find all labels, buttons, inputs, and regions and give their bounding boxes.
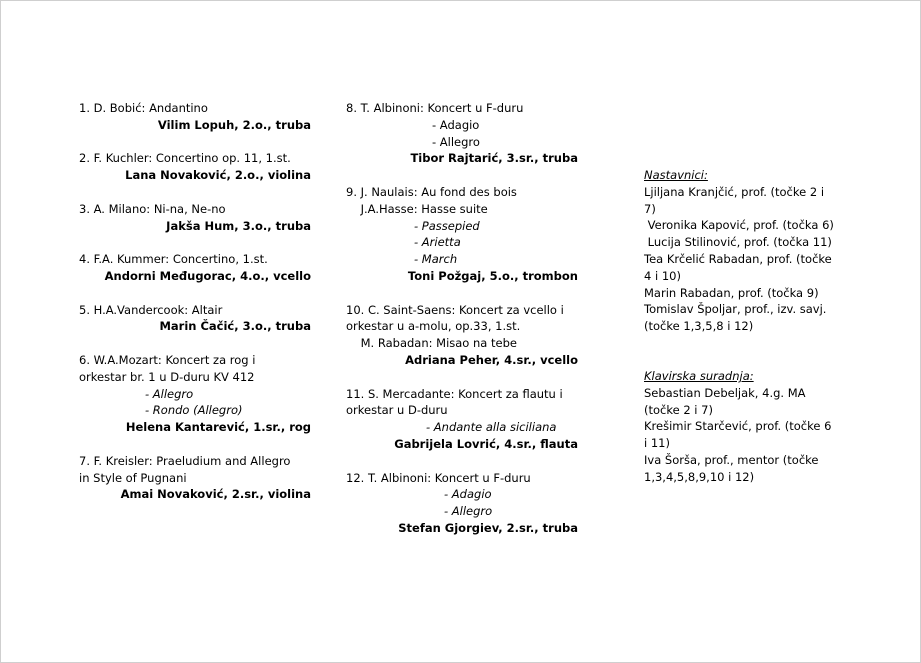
teacher-line: Lucija Stilinović, prof. (točka 11) bbox=[644, 235, 832, 250]
teacher-line: 4 i 10) bbox=[644, 268, 681, 283]
composition-line: 6. W.A.Mozart: Koncert za rog i bbox=[79, 352, 256, 367]
teachers-list bbox=[644, 184, 844, 335]
teacher-line: Tea Krčelić Rabadan, prof. (točke bbox=[644, 251, 832, 266]
movement-line: - Passepied bbox=[414, 218, 480, 233]
program-item bbox=[346, 302, 578, 369]
movement-line: - Adagio bbox=[444, 487, 492, 502]
accompanist-line: Krešimir Starčević, prof. (točke 6 bbox=[644, 419, 832, 434]
composition-line: 9. J. Naulais: Au fond des bois bbox=[346, 184, 517, 199]
composition-line: 10. C. Saint-Saens: Koncert za vcello i bbox=[346, 302, 564, 317]
composition-line: 11. S. Mercadante: Koncert za flautu i bbox=[346, 386, 563, 401]
performer-line: Tibor Rajtarić, 3.sr., truba bbox=[410, 151, 578, 166]
accompaniment-heading: Klavirska suradnja: bbox=[644, 368, 754, 383]
composition-line: 8. T. Albinoni: Koncert u F-duru bbox=[346, 101, 524, 115]
composition-line: in Style of Pugnani bbox=[79, 470, 187, 485]
program-column-1 bbox=[79, 100, 311, 520]
accompanist-line: Iva Šorša, prof., mentor (točke bbox=[644, 452, 819, 467]
composition-line: orkestar u D-duru bbox=[346, 403, 448, 418]
teacher-line: Ljiljana Kranjčić, prof. (točke 2 i bbox=[644, 184, 825, 199]
movement-line: - Rondo (Allegro) bbox=[145, 403, 243, 418]
composition-line: orkestar br. 1 u D-duru KV 412 bbox=[79, 369, 255, 384]
movement-line: - Arietta bbox=[414, 235, 461, 250]
composition-line: J.A.Hasse: Hasse suite bbox=[346, 201, 488, 216]
composition-line: 4. F.A. Kummer: Concertino, 1.st. bbox=[79, 252, 268, 267]
performer-line: Amai Novaković, 2.sr., violina bbox=[120, 487, 311, 502]
composition-line: 3. A. Milano: Ni-na, Ne-no bbox=[79, 201, 226, 216]
composition-line: 12. T. Albinoni: Koncert u F-duru bbox=[346, 470, 531, 485]
program-item bbox=[79, 302, 311, 336]
performer-line: Stefan Gjorgiev, 2.sr., truba bbox=[398, 520, 578, 535]
accompaniment-list bbox=[644, 385, 844, 486]
performer-line: Jakša Hum, 3.o., truba bbox=[166, 218, 311, 233]
program-item bbox=[346, 184, 578, 285]
accompanist-line: (točke 2 i 7) bbox=[644, 402, 713, 417]
composition-line: 5. H.A.Vandercook: Altair bbox=[79, 302, 223, 317]
composition-line: 7. F. Kreisler: Praeludium and Allegro bbox=[79, 453, 291, 468]
performer-line: Andorni Međugorac, 4.o., vcello bbox=[104, 268, 311, 283]
composition-line: 1. D. Bobić: Andantino bbox=[79, 101, 208, 115]
movement-line: - Allegro bbox=[145, 386, 194, 401]
teacher-line: Marin Rabadan, prof. (točka 9) bbox=[644, 285, 819, 300]
program-item bbox=[346, 470, 578, 537]
performer-line: Helena Kantarević, 1.sr., rog bbox=[125, 420, 311, 435]
movement-line: - Allegro bbox=[432, 134, 480, 149]
teacher-line: 7) bbox=[644, 201, 656, 216]
composition-line: 2. F. Kuchler: Concertino op. 11, 1.st. bbox=[79, 151, 291, 166]
program-item bbox=[79, 100, 311, 134]
teachers-section bbox=[644, 167, 844, 335]
performer-line: Vilim Lopuh, 2.o., truba bbox=[157, 117, 311, 132]
movement-line: - Adagio bbox=[432, 117, 480, 132]
accompanist-line: 1,3,4,5,8,9,10 i 12) bbox=[644, 469, 755, 484]
performer-line: Marin Čačić, 3.o., truba bbox=[159, 319, 311, 334]
teacher-line: Tomislav Špoljar, prof., izv. savj. bbox=[644, 302, 827, 317]
program-item bbox=[79, 352, 311, 436]
composition-line: orkestar u a-molu, op.33, 1.st. bbox=[346, 319, 521, 334]
program-item bbox=[79, 251, 311, 285]
teacher-line: Veronika Kapović, prof. (točka 6) bbox=[644, 218, 834, 233]
teachers-heading: Nastavnici: bbox=[644, 168, 708, 182]
performer-line: Toni Požgaj, 5.o., trombon bbox=[407, 268, 578, 283]
staff-column bbox=[644, 167, 844, 519]
teacher-line: (točke 1,3,5,8 i 12) bbox=[644, 319, 754, 334]
accompaniment-section bbox=[644, 368, 844, 486]
accompanist-line: Sebastian Debeljak, 4.g. MA bbox=[644, 385, 806, 400]
movement-line: - Allegro bbox=[444, 504, 493, 519]
movement-line: - March bbox=[414, 252, 458, 267]
composition-line: M. Rabadan: Misao na tebe bbox=[346, 336, 517, 351]
program-item bbox=[79, 150, 311, 184]
performer-line: Gabrijela Lovrić, 4.sr., flauta bbox=[394, 436, 578, 451]
performer-line: Adriana Peher, 4.sr., vcello bbox=[405, 352, 578, 367]
movement-line: - Andante alla siciliana bbox=[426, 420, 557, 435]
program-item bbox=[79, 201, 311, 235]
program-item bbox=[79, 453, 311, 503]
program-item bbox=[346, 386, 578, 453]
accompanist-line: i 11) bbox=[644, 436, 670, 451]
performer-line: Lana Novaković, 2.o., violina bbox=[125, 168, 311, 183]
program-column-2 bbox=[346, 100, 578, 554]
program-item bbox=[346, 100, 578, 167]
